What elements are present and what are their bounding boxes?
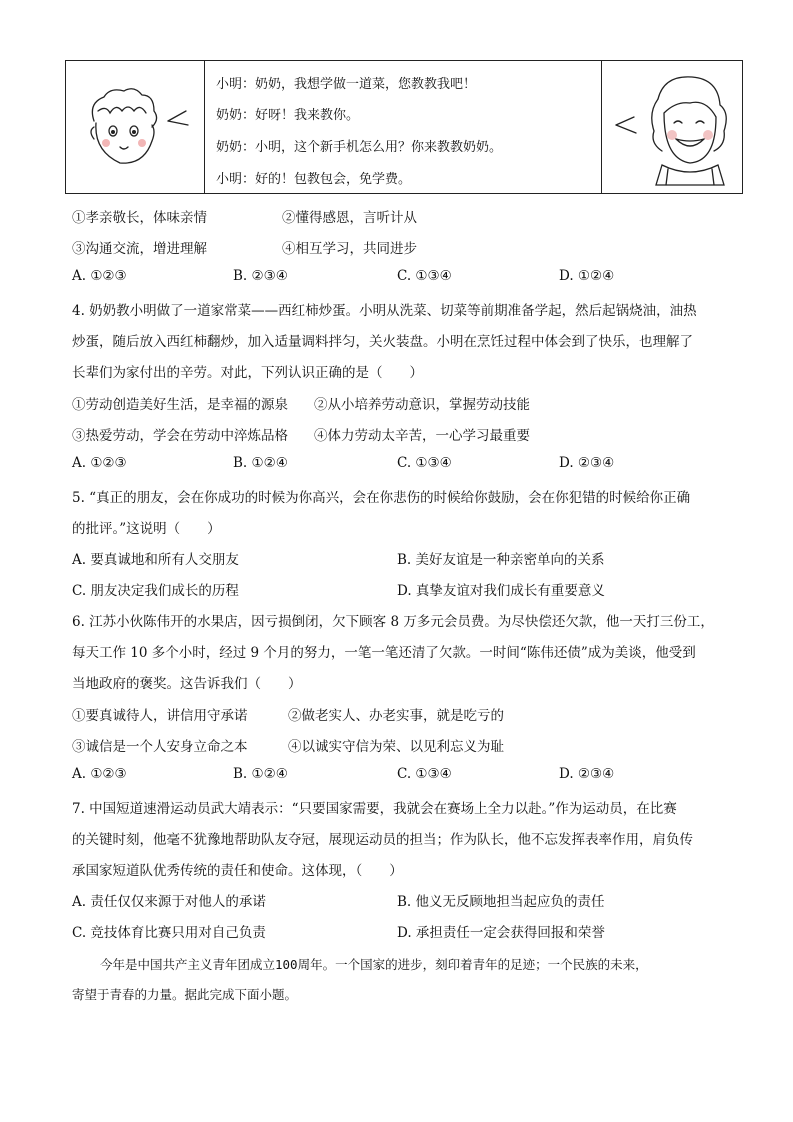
table-divider [601, 61, 602, 193]
passage-line: 寄望于青春的力量。据此完成下面小题。 [72, 987, 298, 1002]
q6-item: ①要真诚待人，讲信用守承诺 [72, 708, 248, 724]
q4-option-a[interactable]: A. ①②③ [72, 455, 127, 471]
q3-item: ③沟通交流，增进理解 [72, 241, 207, 257]
q5-option-c[interactable]: C. 朋友决定我们成长的历程 [72, 583, 239, 599]
q5-option-a[interactable]: A. 要真诚地和所有人交朋友 [72, 552, 239, 568]
q6-option-b[interactable]: B. ①②④ [233, 766, 288, 782]
q3-item: ①孝亲敬长，体味亲情 [72, 210, 207, 226]
dialogue-line: 小明：好的！包教包会，免学费。 [216, 172, 412, 187]
dialogue-line: 奶奶：好呀！我来教你。 [216, 108, 360, 123]
q7-option-d[interactable]: D. 承担责任一定会获得回报和荣誉 [397, 925, 605, 941]
q7-stem: 承国家短道队优秀传统的责任和使命。这体现，（ ） [72, 863, 403, 879]
q5-stem: 5. “真正的朋友，会在你成功的时候为你高兴，会在你悲伤的时候给你鼓励，会在你犯错的时候给你正确 [72, 490, 691, 506]
q4-stem: 长辈们为家付出的辛劳。对此，下列认识正确的是（ ） [72, 365, 423, 381]
q4-option-c[interactable]: C. ①③④ [397, 455, 452, 471]
q4-option-b[interactable]: B. ①②④ [233, 455, 288, 471]
q6-stem: 每天工作 10 多个小时，经过 9 个月的努力，一笔一笔还清了欠款。一时间“陈伟还债”成为美谈，他受到 [72, 645, 696, 661]
grandma-illustration [606, 69, 738, 187]
q6-item: ④以诚实守信为荣、以见利忘义为耻 [288, 739, 504, 755]
q6-option-d[interactable]: D. ②③④ [559, 766, 615, 782]
dialogue-line: 小明：奶奶，我想学做一道菜，您教教我吧！ [216, 77, 477, 92]
q6-option-c[interactable]: C. ①③④ [397, 766, 452, 782]
q7-stem: 7. 中国短道速滑运动员武大靖表示：“只要国家需要，我就会在赛场上全力以赴。”作为运动员，在比赛 [72, 801, 677, 817]
q7-stem: 的关键时刻，他毫不犹豫地帮助队友夺冠，展现运动员的担当；作为队长，他不忘发挥表率作用，肩负传 [72, 832, 693, 848]
q3-option-b[interactable]: B. ②③④ [233, 268, 288, 284]
q6-stem: 当地政府的褒奖。这告诉我们（ ） [72, 676, 302, 692]
q3-item: ②懂得感恩，言听计从 [282, 210, 417, 226]
q3-option-d[interactable]: D. ①②④ [559, 268, 615, 284]
q3-option-a[interactable]: A. ①②③ [72, 268, 127, 284]
q4-stem: 4. 奶奶教小明做了一道家常菜——西红柿炒蛋。小明从洗菜、切菜等前期准备学起，然后起锅烧油，油热 [72, 303, 697, 319]
q7-option-c[interactable]: C. 竞技体育比赛只用对自己负责 [72, 925, 266, 941]
q4-item: ④体力劳动太辛苦，一心学习最重要 [314, 428, 530, 444]
q6-option-a[interactable]: A. ①②③ [72, 766, 127, 782]
q6-item: ②做老实人、办老实事，就是吃亏的 [288, 708, 504, 724]
q6-item: ③诚信是一个人安身立命之本 [72, 739, 248, 755]
q5-option-d[interactable]: D. 真挚友谊对我们成长有重要意义 [397, 583, 605, 599]
q3-option-c[interactable]: C. ①③④ [397, 268, 452, 284]
q7-option-a[interactable]: A. 责任仅仅来源于对他人的承诺 [72, 894, 266, 910]
boy-illustration [76, 81, 198, 181]
q4-item: ③热爱劳动，学会在劳动中淬炼品格 [72, 428, 288, 444]
dialogue-table [65, 60, 743, 194]
q3-item: ④相互学习，共同进步 [282, 241, 417, 257]
q4-stem: 炒蛋，随后放入西红柿翻炒，加入适量调料拌匀，关火装盘。小明在烹饪过程中体会到了快乐，也理解了 [72, 334, 693, 350]
q5-option-b[interactable]: B. 美好友谊是一种亲密单向的关系 [397, 552, 605, 568]
dialogue-line: 奶奶：小明，这个新手机怎么用？你来教教奶奶。 [216, 140, 503, 155]
q5-stem: 的批评。”这说明（ ） [72, 521, 221, 537]
q7-option-b[interactable]: B. 他义无反顾地担当起应负的责任 [397, 894, 605, 910]
q6-stem: 6. 江苏小伙陈伟开的水果店，因亏损倒闭，欠下顾客 8 万多元会员费。为尽快偿还欠款，他一天打三份工， [72, 614, 714, 630]
q4-item: ②从小培养劳动意识，掌握劳动技能 [314, 397, 530, 413]
q4-item: ①劳动创造美好生活，是幸福的源泉 [72, 397, 288, 413]
q4-option-d[interactable]: D. ②③④ [559, 455, 615, 471]
passage-line: 今年是中国共产主义青年团成立100周年。一个国家的进步，刻印着青年的足迹；一个民族的未来， [100, 957, 648, 972]
table-divider [204, 61, 205, 193]
